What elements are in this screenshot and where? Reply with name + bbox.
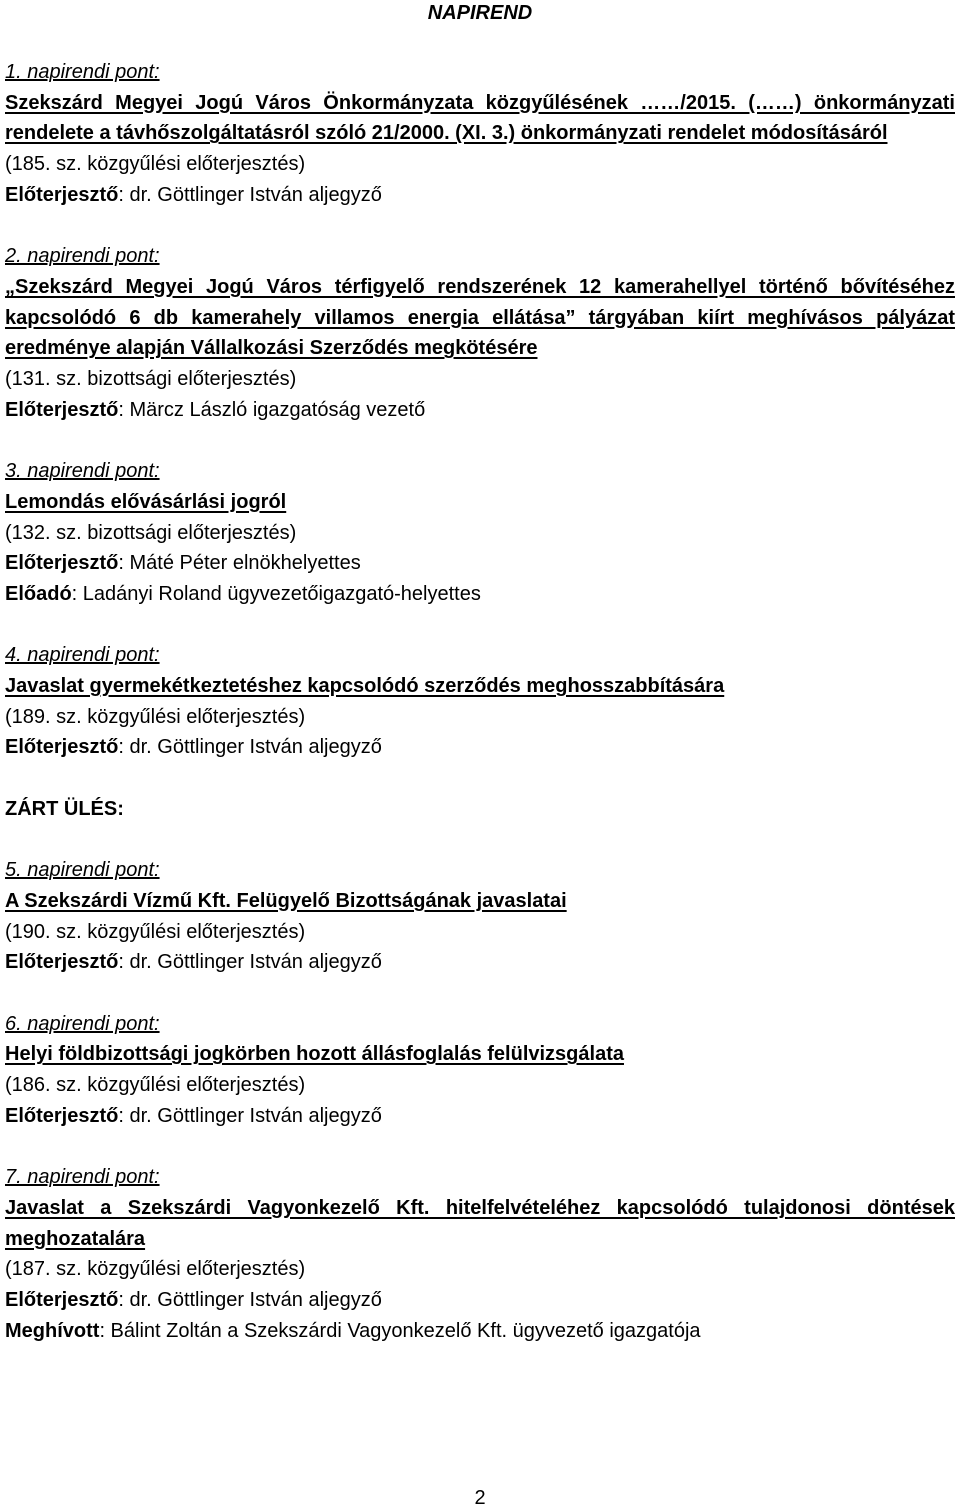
agenda-item-3 xyxy=(5,456,955,610)
role-value: : Máté Péter elnökhelyettes xyxy=(118,552,361,575)
agenda-item-presenter xyxy=(5,1285,955,1316)
closed-session-heading: ZÁRT ÜLÉS: xyxy=(5,797,124,820)
role-label: Előadó xyxy=(5,582,72,605)
role-value: : dr. Göttlinger István aljegyző xyxy=(118,951,382,974)
role-label: Előterjesztő xyxy=(5,552,119,575)
role-label: Előterjesztő xyxy=(5,183,119,206)
role-value: : dr. Göttlinger István aljegyző xyxy=(118,736,382,759)
agenda-item-label: 5. napirendi pont: xyxy=(5,859,160,882)
agenda-item-5 xyxy=(5,855,955,978)
agenda-item-reference: (190. sz. közgyűlési előterjesztés) xyxy=(5,920,306,943)
agenda-item-reference: (189. sz. közgyűlési előterjesztés) xyxy=(5,705,306,728)
role-label: Meghívott xyxy=(5,1319,100,1342)
agenda-item-speaker xyxy=(5,579,955,610)
agenda-item-label: 6. napirendi pont: xyxy=(5,1012,160,1035)
agenda-item-label: 2. napirendi pont: xyxy=(5,245,160,268)
agenda-item-invitee xyxy=(5,1316,955,1347)
role-value: : Märcz László igazgatóság vezető xyxy=(118,398,426,421)
agenda-item-presenter xyxy=(5,180,955,211)
role-value: : Bálint Zoltán a Szekszárdi Vagyonkezelő Kft. ügyvezető igazgatója xyxy=(99,1319,701,1342)
agenda-item-presenter xyxy=(5,548,955,579)
role-label: Előterjesztő xyxy=(5,1289,119,1312)
role-value: : Ladányi Roland ügyvezetőigazgató-helyettes xyxy=(71,582,481,605)
role-label: Előterjesztő xyxy=(5,951,119,974)
role-label: Előterjesztő xyxy=(5,398,119,421)
agenda-item-title: A Szekszárdi Vízmű Kft. Felügyelő Bizottságának javaslatai xyxy=(5,889,567,912)
agenda-item-title: Javaslat gyermekétkeztetéshez kapcsolódó szerződés meghosszabbítására xyxy=(5,675,725,698)
agenda-item-presenter xyxy=(5,732,955,763)
role-label: Előterjesztő xyxy=(5,1104,119,1127)
agenda-item-6 xyxy=(5,1009,955,1132)
role-value: : dr. Göttlinger István aljegyző xyxy=(118,183,382,206)
agenda-item-label: 4. napirendi pont: xyxy=(5,644,160,667)
agenda-item-presenter xyxy=(5,947,955,978)
role-value: : dr. Göttlinger István aljegyző xyxy=(118,1104,382,1127)
agenda-item-reference: (131. sz. bizottsági előterjesztés) xyxy=(5,368,297,391)
agenda-item-reference: (132. sz. bizottsági előterjesztés) xyxy=(5,521,297,544)
agenda-item-presenter xyxy=(5,1101,955,1132)
agenda-item-reference: (186. sz. közgyűlési előterjesztés) xyxy=(5,1074,306,1097)
agenda-item-1 xyxy=(5,57,955,211)
agenda-item-label: 7. napirendi pont: xyxy=(5,1166,160,1189)
agenda-item-presenter xyxy=(5,395,955,426)
agenda-item-title: Helyi földbizottsági jogkörben hozott állásfoglalás felülvizsgálata xyxy=(5,1043,624,1066)
agenda-item-4 xyxy=(5,640,955,763)
document-title: NAPIREND xyxy=(427,2,533,24)
role-label: Előterjesztő xyxy=(5,736,119,759)
agenda-item-title: Javaslat a Szekszárdi Vagyonkezelő Kft. hitelfelvételéhez kapcsolódó tulajdonosi döntések meghozatalára xyxy=(5,1196,955,1250)
agenda-item-reference: (187. sz. közgyűlési előterjesztés) xyxy=(5,1258,306,1281)
agenda-item-title: Szekszárd Megyei Jogú Város Önkormányzata közgyűlésének ……/2015. (……) önkormányzati rendelete a távhőszolgáltatásról szóló 21/2000. (XI. 3.) önkormányzati rendelet módosításáról xyxy=(5,91,955,145)
agenda-item-reference: (185. sz. közgyűlési előterjesztés) xyxy=(5,153,306,176)
page-number: 2 xyxy=(474,1487,486,1509)
agenda-item-2 xyxy=(5,241,955,425)
agenda-item-title: „Szekszárd Megyei Jogú Város térfigyelő rendszerének 12 kamerahellyel történő bővítéséhez kapcsolódó 6 db kamerahely villamos energia ellátása” tárgyában kiírt meghívásos pályázat eredménye alapján Vállalkozási Szerződés megkötésére xyxy=(5,275,955,360)
agenda-content xyxy=(5,57,955,1377)
agenda-item-label: 1. napirendi pont: xyxy=(5,61,160,83)
agenda-item-7 xyxy=(5,1162,955,1346)
agenda-item-title: Lemondás elővásárlási jogról xyxy=(5,490,287,513)
role-value: : dr. Göttlinger István aljegyző xyxy=(118,1289,382,1312)
agenda-item-label: 3. napirendi pont: xyxy=(5,460,160,483)
